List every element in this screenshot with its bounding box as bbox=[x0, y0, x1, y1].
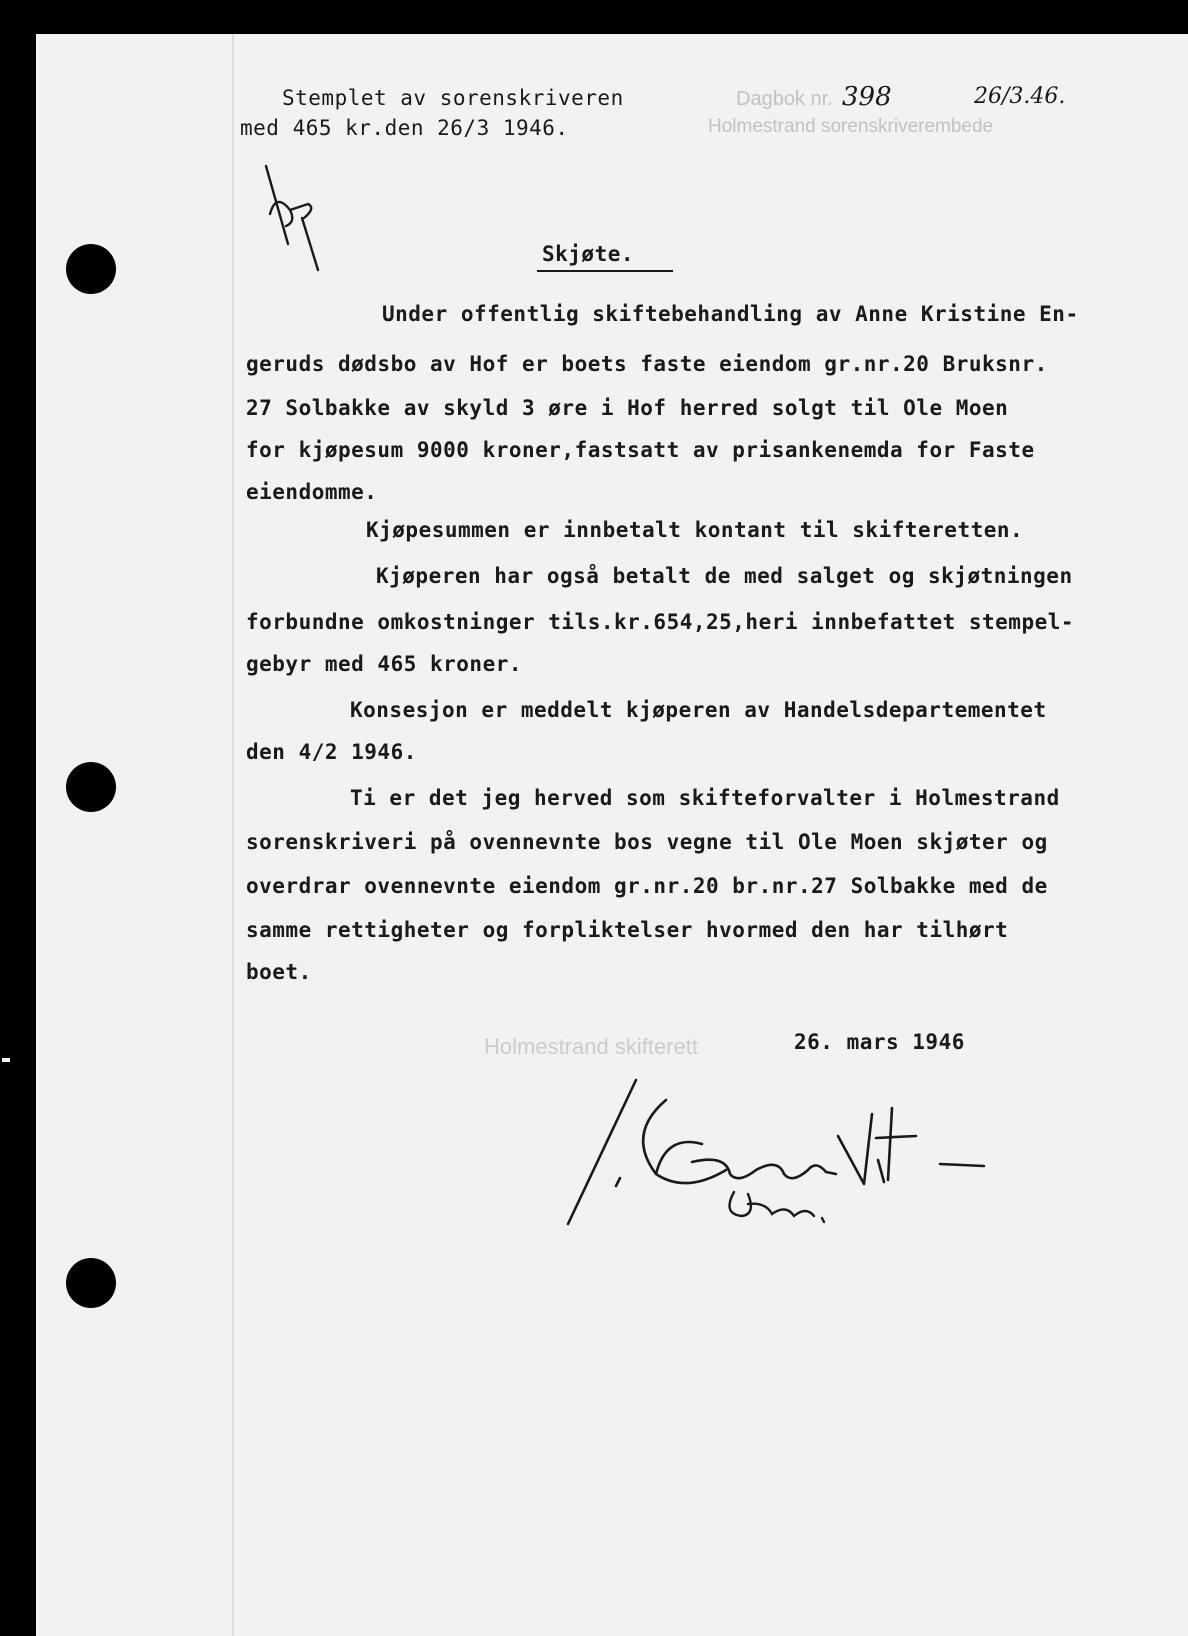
court-stamp: Holmestrand skifterett bbox=[484, 1034, 698, 1059]
dagbok-label: Dagbok nr. bbox=[736, 88, 833, 110]
body-line: geruds dødsbo av Hof er boets faste eiendom gr.nr.20 Bruksnr. bbox=[246, 352, 1048, 376]
edge-mark bbox=[2, 1058, 10, 1062]
body-line: Konsesjon er meddelt kjøperen av Handelsdepartementet bbox=[350, 698, 1047, 722]
dagbok-date: 26/3.46. bbox=[974, 84, 1066, 109]
stamp-note-line2: med 465 kr.den 26/3 1946. bbox=[240, 116, 569, 140]
margin-rule bbox=[232, 34, 234, 1636]
body-line: 27 Solbakke av skyld 3 øre i Hof herred solgt til Ole Moen bbox=[246, 396, 1009, 420]
body-line: for kjøpesum 9000 kroner,fastsatt av prisankenemda for Faste bbox=[246, 438, 1035, 462]
body-line: Kjøpesummen er innbetalt kontant til skifteretten. bbox=[366, 518, 1024, 542]
body-line: eiendomme. bbox=[246, 480, 378, 504]
office-stamp: Holmestrand sorenskriverembede bbox=[708, 116, 994, 137]
body-line: overdrar ovennevnte eiendom gr.nr.20 br.nr.27 Solbakke med de bbox=[246, 874, 1048, 898]
signature-scribble bbox=[516, 1074, 1036, 1244]
body-line: den 4/2 1946. bbox=[246, 740, 417, 764]
body-line: Under offentlig skiftebehandling av Anne Kristine En- bbox=[382, 302, 1079, 326]
title-underline bbox=[537, 270, 673, 272]
dagbok-number: 398 bbox=[842, 82, 892, 112]
punch-hole-bottom bbox=[66, 1258, 116, 1308]
body-line: samme rettigheter og forpliktelser hvormed den har tilhørt bbox=[246, 918, 1009, 942]
body-line: Ti er det jeg herved som skifteforvalter i Holmestrand bbox=[350, 786, 1060, 810]
document-title: Skjøte. bbox=[542, 242, 635, 266]
punch-hole-top bbox=[66, 244, 116, 294]
document-page bbox=[36, 34, 1188, 1636]
stamp-note-line1: Stemplet av sorenskriveren bbox=[282, 86, 624, 110]
signing-date: 26. mars 1946 bbox=[794, 1030, 965, 1054]
body-line: gebyr med 465 kroner. bbox=[246, 652, 523, 676]
body-line: sorenskriveri på ovennevnte bos vegne til Ole Moen skjøter og bbox=[246, 830, 1048, 854]
body-line: Kjøperen har også betalt de med salget og skjøtningen bbox=[376, 564, 1073, 588]
punch-hole-middle bbox=[66, 762, 116, 812]
body-line: forbundne omkostninger tils.kr.654,25,heri innbefattet stempel- bbox=[246, 610, 1075, 634]
initials-scribble bbox=[246, 152, 336, 272]
body-line: boet. bbox=[246, 960, 312, 984]
